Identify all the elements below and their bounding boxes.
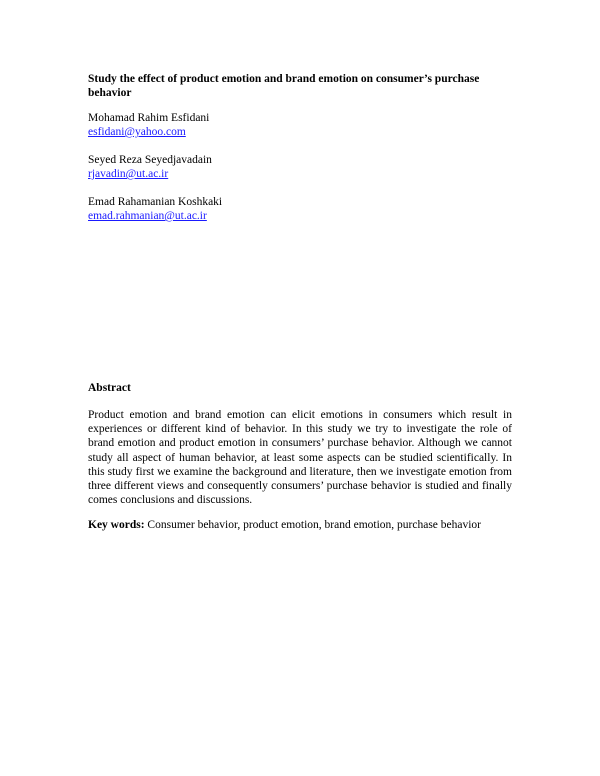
keywords-label: Key words: — [88, 519, 145, 531]
author-name: Seyed Reza Seyedjavadain — [88, 154, 212, 166]
keywords-text: Consumer behavior, product emotion, brand emotion, purchase behavior — [144, 519, 482, 531]
keywords-line — [88, 518, 512, 532]
author-block-2 — [88, 153, 512, 181]
abstract-heading: Abstract — [88, 382, 131, 394]
author-name: Mohamad Rahim Esfidani — [88, 112, 210, 124]
author-email-link[interactable]: emad.rahmanian@ut.ac.ir — [88, 210, 207, 222]
author-block-1 — [88, 111, 512, 139]
author-name: Emad Rahamanian Koshkaki — [88, 196, 223, 208]
paper-title: Study the effect of product emotion and brand emotion on consumer’s purchase behavior — [88, 73, 480, 99]
author-email-link[interactable]: rjavadin@ut.ac.ir — [88, 168, 169, 180]
author-email-link[interactable]: esfidani@yahoo.com — [88, 126, 186, 138]
abstract-text: Product emotion and brand emotion can elicit emotions in consumers which result in experiences or different kind of behavior. In this study we try to investigate the role of brand emotion and product emotion in consumers’ purchase behavior. Although we cannot study all aspect of human behavior, at least some aspects can be studied scientifically. In this study first we examine the background and literature, then we investigate emotion from three different views and consequently consumers’ purchase behavior is studied and finally comes conclusions and discussions. — [88, 409, 512, 507]
author-block-3 — [88, 195, 512, 223]
